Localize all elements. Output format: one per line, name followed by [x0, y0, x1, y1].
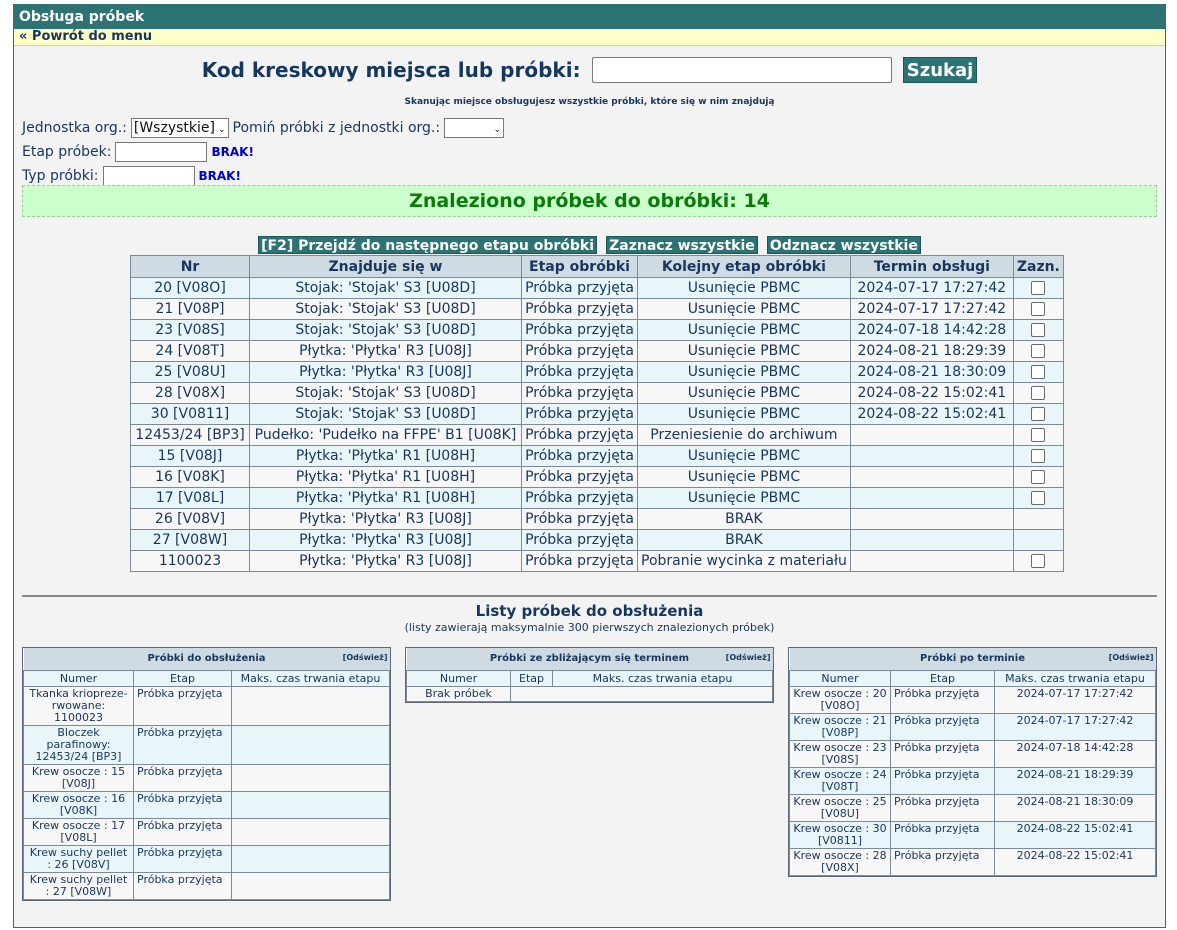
table-row [131, 425, 1064, 446]
cell-due [850, 530, 1013, 551]
cell-due: 2024-08-22 15:02:41 [850, 404, 1013, 425]
cell-due: 2024-07-17 17:27:42 [850, 278, 1013, 299]
list-item-max-time: 2024-08-21 18:30:09 [995, 794, 1156, 821]
type-input[interactable] [103, 166, 195, 186]
cell-due [850, 551, 1013, 572]
panel-soon-title: Próbki ze zbliżającym się terminem [489, 653, 690, 665]
cell-stage: Próbka przyjęta [522, 488, 638, 509]
list-item-stage: Próbka przyjęta [891, 794, 995, 821]
cell-select [1013, 320, 1063, 341]
cell-nr: 27 [V08W] [131, 530, 250, 551]
select-checkbox[interactable] [1031, 491, 1045, 505]
list-item [24, 764, 390, 791]
list-item-max-time [232, 872, 390, 899]
barcode-label: Kod kreskowy miejsca lub próbki: [201, 58, 581, 82]
table-row [131, 362, 1064, 383]
list-item-number: Krew osocze : 20 [V08O] [790, 686, 891, 713]
cell-next-stage: Usunięcie PBMC [638, 362, 851, 383]
panel-todo-title: Próbki do obsłużenia [147, 653, 266, 665]
list-item-max-time [232, 818, 390, 845]
cell-select [1013, 488, 1063, 509]
list-item [790, 794, 1156, 821]
soon-col-stage: Etap [511, 670, 553, 686]
list-item [24, 845, 390, 872]
table-row [131, 320, 1064, 341]
cell-location: Płytka: 'Płytka' R3 [U08J] [250, 551, 522, 572]
type-label: Typ próbki: [22, 168, 99, 184]
list-item-number: Krew osocze : 21 [V08P] [790, 713, 891, 740]
skip-org-unit-select[interactable] [444, 118, 504, 138]
cell-location: Stojak: 'Stojak' S3 [U08D] [250, 404, 522, 425]
cell-due: 2024-07-18 14:42:28 [850, 320, 1013, 341]
org-unit-label: Jednostka org.: [22, 120, 127, 136]
cell-nr: 16 [V08K] [131, 467, 250, 488]
table-row [131, 278, 1064, 299]
stage-missing-badge: BRAK! [211, 145, 254, 159]
cell-due: 2024-08-22 15:02:41 [850, 383, 1013, 404]
table-row [131, 467, 1064, 488]
cell-nr: 12453/24 [BP3] [131, 425, 250, 446]
list-item-stage: Próbka przyjęta [891, 848, 995, 875]
cell-select [1013, 404, 1063, 425]
cell-stage: Próbka przyjęta [522, 362, 638, 383]
list-item [790, 821, 1156, 848]
list-item-number: Bloczek parafinowy: 12453/24 [BP3] [24, 725, 134, 764]
list-item-max-time: 2024-08-22 15:02:41 [995, 821, 1156, 848]
table-row [131, 404, 1064, 425]
cell-select [1013, 446, 1063, 467]
cell-select [1013, 278, 1063, 299]
back-bar [14, 29, 1165, 46]
list-item-max-time: 2024-08-22 15:02:41 [995, 848, 1156, 875]
overdue-col-stage: Etap [891, 670, 995, 686]
refresh-soon-link[interactable]: [Odśwież] [725, 653, 771, 662]
skip-org-unit-label: Pomiń próbki z jednostki org.: [232, 120, 441, 136]
samples-table [130, 255, 1064, 572]
cell-due: 2024-07-17 17:27:42 [850, 299, 1013, 320]
list-item-max-time: 2024-07-17 17:27:42 [995, 713, 1156, 740]
list-item-stage: Próbka przyjęta [891, 821, 995, 848]
col-due: Termin obsługi [850, 256, 1013, 278]
list-item-max-time [232, 845, 390, 872]
col-location: Znajduje się w [250, 256, 522, 278]
cell-select [1013, 341, 1063, 362]
list-item-number: Krew osocze : 23 [V08S] [790, 740, 891, 767]
list-item [790, 848, 1156, 875]
back-to-menu-link[interactable]: « Powrót do menu [19, 29, 153, 44]
table-row [131, 551, 1064, 572]
list-item [790, 686, 1156, 713]
cell-stage: Próbka przyjęta [522, 509, 638, 530]
cell-stage: Próbka przyjęta [522, 383, 638, 404]
list-item-stage: Próbka przyjęta [134, 791, 232, 818]
divider [22, 595, 1157, 597]
cell-nr: 28 [V08X] [131, 383, 250, 404]
select-checkbox[interactable] [1031, 554, 1045, 568]
list-item-max-time [232, 791, 390, 818]
cell-location: Płytka: 'Płytka' R3 [U08J] [250, 530, 522, 551]
select-checkbox[interactable] [1031, 449, 1045, 463]
cell-next-stage: Usunięcie PBMC [638, 404, 851, 425]
cell-location: Pudełko: 'Pudełko na FFPE' B1 [U08K] [250, 425, 522, 446]
cell-stage: Próbka przyjęta [522, 551, 638, 572]
cell-select [1013, 299, 1063, 320]
todo-col-num: Numer [24, 670, 134, 686]
table-row [131, 341, 1064, 362]
col-stage: Etap obróbki [522, 256, 638, 278]
panel-todo [22, 647, 391, 901]
list-item-max-time: 2024-07-17 17:27:42 [995, 686, 1156, 713]
list-item-stage: Próbka przyjęta [891, 686, 995, 713]
cell-select [1013, 530, 1063, 551]
lists-title: Listy próbek do obsłużenia [475, 602, 704, 620]
select-checkbox[interactable] [1031, 428, 1045, 442]
cell-next-stage: Przeniesienie do archiwum [638, 425, 851, 446]
refresh-overdue-link[interactable]: [Odśwież] [1108, 653, 1154, 662]
list-item [24, 818, 390, 845]
cell-due [850, 425, 1013, 446]
cell-stage: Próbka przyjęta [522, 341, 638, 362]
cell-nr: 1100023 [131, 551, 250, 572]
cell-nr: 17 [V08L] [131, 488, 250, 509]
list-item-max-time: 2024-07-18 14:42:28 [995, 740, 1156, 767]
list-item-stage: Próbka przyjęta [891, 767, 995, 794]
cell-stage: Próbka przyjęta [522, 404, 638, 425]
cell-next-stage: Usunięcie PBMC [638, 446, 851, 467]
table-row [131, 509, 1064, 530]
cell-stage: Próbka przyjęta [522, 278, 638, 299]
select-checkbox[interactable] [1031, 386, 1045, 400]
todo-col-stage: Etap [134, 670, 232, 686]
list-item-number: Krew osocze : 30 [V0811] [790, 821, 891, 848]
cell-next-stage: Usunięcie PBMC [638, 383, 851, 404]
list-item [24, 872, 390, 899]
cell-nr: 23 [V08S] [131, 320, 250, 341]
list-item-stage: Próbka przyjęta [134, 725, 232, 764]
cell-location: Stojak: 'Stojak' S3 [U08D] [250, 383, 522, 404]
cell-location: Płytka: 'Płytka' R3 [U08J] [250, 362, 522, 383]
cell-stage: Próbka przyjęta [522, 446, 638, 467]
cell-select [1013, 551, 1063, 572]
cell-next-stage: Usunięcie PBMC [638, 467, 851, 488]
list-item [790, 713, 1156, 740]
search-button[interactable]: Szukaj [903, 57, 978, 83]
sample-handling-window [13, 4, 1166, 928]
cell-location: Stojak: 'Stojak' S3 [U08D] [250, 320, 522, 341]
cell-next-stage: Pobranie wycinka z materiału [638, 551, 851, 572]
list-item [24, 791, 390, 818]
next-stage-button[interactable]: [F2] Przejdź do następnego etapu obróbki [258, 236, 597, 254]
soon-col-num: Numer [407, 670, 511, 686]
cell-stage: Próbka przyjęta [522, 425, 638, 446]
cell-nr: 26 [V08V] [131, 509, 250, 530]
list-item-max-time: 2024-08-21 18:29:39 [995, 767, 1156, 794]
scan-hint: Skanując miejsce obsługujesz wszystkie próbki, które się w nim znajdują [404, 97, 775, 107]
chevron-down-icon: ⌄ [217, 125, 226, 135]
list-item [790, 740, 1156, 767]
table-row [131, 383, 1064, 404]
list-item-stage: Próbka przyjęta [891, 713, 995, 740]
cell-next-stage: BRAK [638, 509, 851, 530]
stage-label: Etap próbek: [22, 144, 112, 160]
panel-overdue-header [790, 648, 1156, 670]
chevron-down-icon: ⌄ [493, 125, 502, 135]
cell-stage: Próbka przyjęta [522, 299, 638, 320]
cell-due [850, 509, 1013, 530]
list-item [24, 725, 390, 764]
soon-col-max: Maks. czas trwania etapu [553, 670, 773, 686]
type-missing-badge: BRAK! [198, 169, 241, 183]
select-checkbox[interactable] [1031, 470, 1045, 484]
list-item-stage: Próbka przyjęta [134, 818, 232, 845]
todo-col-max: Maks. czas trwania etapu [232, 670, 390, 686]
list-item [407, 686, 773, 701]
found-count-banner: Znaleziono próbek do obróbki: 14 [22, 185, 1157, 217]
cell-next-stage: Usunięcie PBMC [638, 341, 851, 362]
cell-next-stage: Usunięcie PBMC [638, 488, 851, 509]
list-item-stage: Próbka przyjęta [891, 740, 995, 767]
col-next-stage: Kolejny etap obróbki [638, 256, 851, 278]
list-item-number: Krew osocze : 17 [V08L] [24, 818, 134, 845]
list-item-number: Krew osocze : 15 [V08J] [24, 764, 134, 791]
cell-location: Płytka: 'Płytka' R3 [U08J] [250, 341, 522, 362]
cell-next-stage: Usunięcie PBMC [638, 278, 851, 299]
cell-nr: 25 [V08U] [131, 362, 250, 383]
cell-due: 2024-08-21 18:29:39 [850, 341, 1013, 362]
action-buttons [14, 235, 1165, 254]
table-row [131, 446, 1064, 467]
overdue-col-num: Numer [790, 670, 891, 686]
soon-empty-filler [511, 686, 773, 701]
barcode-search-row [14, 57, 1165, 83]
list-item [790, 767, 1156, 794]
select-checkbox[interactable] [1031, 281, 1045, 295]
panel-soon [405, 647, 774, 703]
list-item-number: Krew osocze : 28 [V08X] [790, 848, 891, 875]
panel-overdue [788, 647, 1157, 877]
cell-nr: 24 [V08T] [131, 341, 250, 362]
panel-soon-header [407, 648, 773, 670]
soon-empty: Brak próbek [407, 686, 511, 701]
cell-nr: 15 [V08J] [131, 446, 250, 467]
table-header-row [131, 256, 1064, 278]
panel-todo-header [24, 648, 390, 670]
col-nr: Nr [131, 256, 250, 278]
page-title: Obsługa próbek [14, 5, 1165, 29]
panel-overdue-title: Próbki po terminie [919, 653, 1026, 665]
list-item-stage: Próbka przyjęta [134, 764, 232, 791]
deselect-all-button[interactable]: Odznacz wszystkie [767, 236, 921, 254]
list-item-stage: Próbka przyjęta [134, 686, 232, 725]
list-item-number: Krew suchy pellet : 27 [V08W] [24, 872, 134, 899]
cell-due [850, 467, 1013, 488]
org-unit-value: [Wszystkie] [133, 120, 215, 136]
cell-nr: 30 [V0811] [131, 404, 250, 425]
list-item-max-time [232, 686, 390, 725]
cell-stage: Próbka przyjęta [522, 320, 638, 341]
cell-due: 2024-08-21 18:30:09 [850, 362, 1013, 383]
cell-location: Płytka: 'Płytka' R1 [U08H] [250, 467, 522, 488]
list-item-number: Krew osocze : 25 [V08U] [790, 794, 891, 821]
select-checkbox[interactable] [1031, 302, 1045, 316]
select-checkbox[interactable] [1031, 365, 1045, 379]
list-item [24, 686, 390, 725]
list-item-max-time [232, 725, 390, 764]
cell-due [850, 446, 1013, 467]
cell-select [1013, 425, 1063, 446]
cell-location: Stojak: 'Stojak' S3 [U08D] [250, 299, 522, 320]
cell-select [1013, 362, 1063, 383]
cell-next-stage: Usunięcie PBMC [638, 320, 851, 341]
cell-stage: Próbka przyjęta [522, 530, 638, 551]
list-item-number: Krew suchy pellet : 26 [V08V] [24, 845, 134, 872]
list-item-stage: Próbka przyjęta [134, 845, 232, 872]
barcode-input[interactable] [592, 57, 892, 83]
select-checkbox[interactable] [1031, 407, 1045, 421]
table-row [131, 299, 1064, 320]
cell-next-stage: BRAK [638, 530, 851, 551]
cell-select [1013, 509, 1063, 530]
table-row [131, 530, 1064, 551]
col-select: Zazn. [1013, 256, 1063, 278]
table-row [131, 488, 1064, 509]
cell-select [1013, 383, 1063, 404]
list-item-max-time [232, 764, 390, 791]
cell-location: Płytka: 'Płytka' R3 [U08J] [250, 509, 522, 530]
list-item-number: Krew osocze : 24 [V08T] [790, 767, 891, 794]
cell-location: Stojak: 'Stojak' S3 [U08D] [250, 278, 522, 299]
lists-subtitle: (listy zawierają maksymalnie 300 pierwszych znalezionych próbek) [404, 621, 775, 634]
cell-location: Płytka: 'Płytka' R1 [U08H] [250, 446, 522, 467]
cell-nr: 21 [V08P] [131, 299, 250, 320]
list-item-stage: Próbka przyjęta [134, 872, 232, 899]
cell-next-stage: Usunięcie PBMC [638, 299, 851, 320]
filters [22, 116, 508, 188]
list-item-number: Krew osocze : 16 [V08K] [24, 791, 134, 818]
cell-stage: Próbka przyjęta [522, 467, 638, 488]
refresh-todo-link[interactable]: [Odśwież] [342, 653, 388, 662]
cell-select [1013, 467, 1063, 488]
org-unit-select[interactable] [131, 118, 229, 138]
overdue-col-max: Maks. czas trwania etapu [995, 670, 1156, 686]
select-checkbox[interactable] [1031, 344, 1045, 358]
stage-input[interactable] [115, 142, 207, 162]
cell-nr: 20 [V08O] [131, 278, 250, 299]
list-item-number: Tkanka krioprezerwowane: 1100023 [24, 686, 134, 725]
cell-due [850, 488, 1013, 509]
select-checkbox[interactable] [1031, 323, 1045, 337]
cell-location: Płytka: 'Płytka' R1 [U08H] [250, 488, 522, 509]
select-all-button[interactable]: Zaznacz wszystkie [606, 236, 758, 254]
